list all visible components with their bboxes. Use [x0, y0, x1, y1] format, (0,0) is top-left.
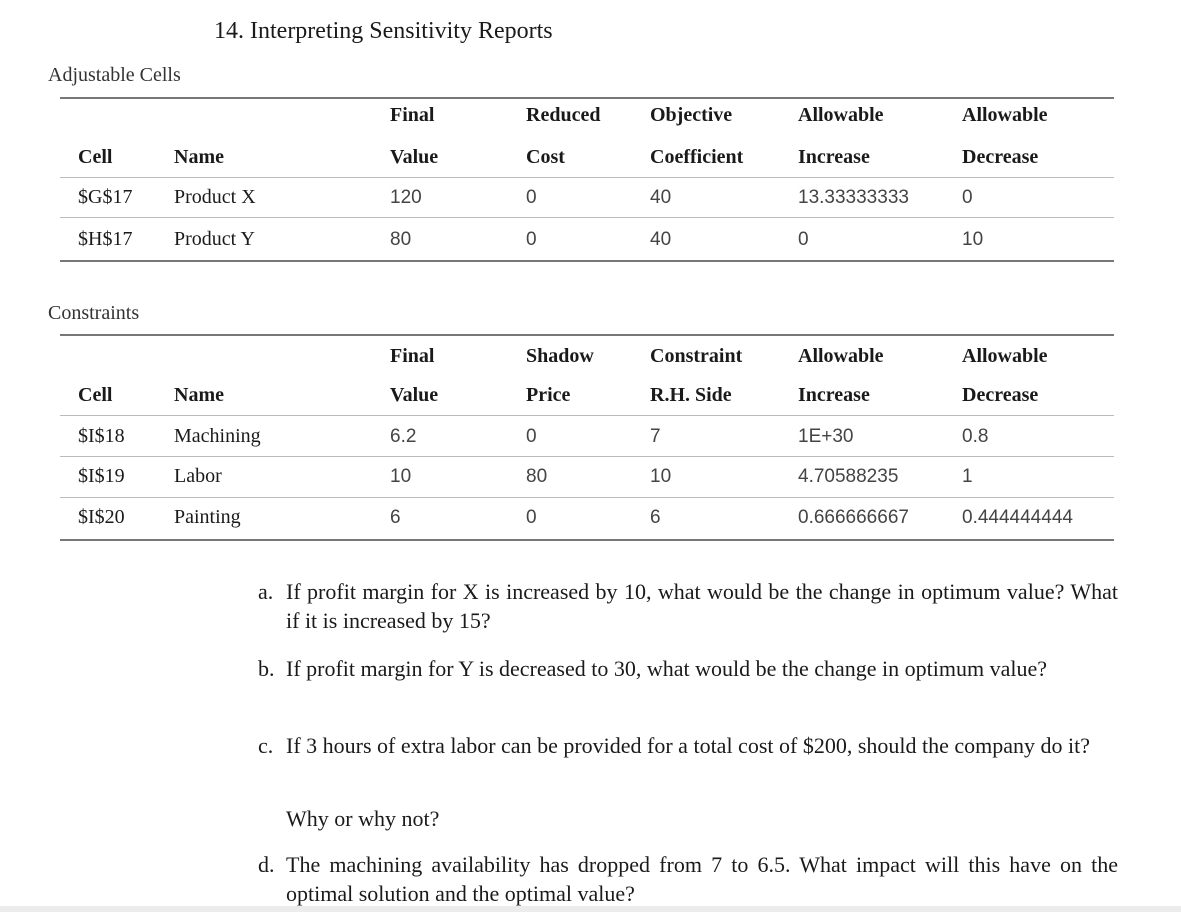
question-b-label: b. [258, 656, 275, 681]
adj-header-final: Final [390, 104, 435, 126]
adj-row2-objective-coef: 40 [650, 229, 672, 250]
con-row3-final-value: 6 [390, 507, 401, 528]
adj-row1-name: Product X [174, 186, 256, 208]
adj-row2-final-value: 80 [390, 229, 412, 250]
question-a-text: If profit margin for X is increased by 10, what would be the change in optimum value? What if it is increased by 15? [286, 579, 1118, 633]
question-c-text: If 3 hours of extra labor can be provided for a total cost of $200, should the company do it? [286, 733, 1090, 758]
constraints-top-rule [60, 334, 1114, 336]
adj-row1-reduced-cost: 0 [526, 187, 537, 208]
adj-header-objective: Objective [650, 104, 733, 126]
page-title: 14. Interpreting Sensitivity Reports [214, 18, 553, 44]
con-row2-cell: $I$19 [78, 465, 125, 487]
con-row2-shadow-price: 80 [526, 466, 548, 487]
adjustable-header-rule [60, 177, 1114, 178]
question-c-label: c. [258, 733, 274, 758]
question-d-text: The machining availability has dropped from 7 to 6.5. What impact will this have on the optimal solution and the optimal value? [286, 852, 1118, 906]
con-row2-allow-inc: 4.70588235 [798, 466, 899, 487]
con-header-final: Final [390, 345, 435, 367]
question-c-followup [258, 804, 1118, 833]
adjustable-bottom-rule [60, 260, 1114, 262]
bottom-edge-bar [0, 906, 1181, 912]
adj-row2-allow-dec: 10 [962, 229, 984, 250]
con-header-allowable-dec: Allowable [962, 345, 1048, 367]
adj-row2-reduced-cost: 0 [526, 229, 537, 250]
con-row1-allow-inc: 1E+30 [798, 426, 854, 447]
question-c-followup-text: Why or why not? [286, 806, 440, 831]
adj-header-value: Value [390, 146, 439, 168]
con-header-cell: Cell [78, 384, 113, 406]
adj-row1-allow-inc: 13.33333333 [798, 187, 909, 208]
constraints-bottom-rule [60, 539, 1114, 541]
con-header-constraint: Constraint [650, 345, 743, 367]
adj-header-allowable-dec: Allowable [962, 104, 1048, 126]
adj-header-cell: Cell [78, 146, 113, 168]
constraints-row-rule-2 [60, 497, 1114, 498]
constraints-label: Constraints [48, 302, 140, 324]
adj-row1-objective-coef: 40 [650, 187, 672, 208]
adj-row1-final-value: 120 [390, 187, 422, 208]
question-a-label: a. [258, 579, 274, 604]
con-row3-allow-dec: 0.444444444 [962, 507, 1073, 528]
constraints-row-rule-1 [60, 456, 1114, 457]
con-row2-allow-dec: 1 [962, 466, 973, 487]
question-b-text: If profit margin for Y is decreased to 30, what would be the change in optimum value? [286, 656, 1048, 681]
con-row2-name: Labor [174, 465, 222, 487]
con-row3-cell: $I$20 [78, 506, 125, 528]
con-header-name: Name [174, 384, 224, 406]
con-row3-name: Painting [174, 506, 241, 528]
con-row2-final-value: 10 [390, 466, 412, 487]
con-header-shadow: Shadow [526, 345, 594, 367]
con-row2-rh-side: 10 [650, 466, 672, 487]
adj-header-coefficient: Coefficient [650, 146, 744, 168]
question-c [258, 731, 1118, 760]
adj-header-cost: Cost [526, 146, 565, 168]
con-row1-name: Machining [174, 425, 261, 447]
con-row3-allow-inc: 0.666666667 [798, 507, 909, 528]
question-a [258, 577, 1118, 635]
adj-row1-cell: $G$17 [78, 186, 133, 208]
constraints-header-rule [60, 415, 1114, 416]
adj-header-allowable-inc: Allowable [798, 104, 884, 126]
adj-row1-allow-dec: 0 [962, 187, 973, 208]
con-row1-cell: $I$18 [78, 425, 125, 447]
con-header-value: Value [390, 384, 439, 406]
question-d [258, 850, 1118, 908]
con-row3-rh-side: 6 [650, 507, 661, 528]
con-row3-shadow-price: 0 [526, 507, 537, 528]
adj-row2-name: Product Y [174, 228, 255, 250]
adj-header-reduced: Reduced [526, 104, 601, 126]
con-row1-rh-side: 7 [650, 426, 661, 447]
con-row1-final-value: 6.2 [390, 426, 417, 447]
adjustable-top-rule [60, 97, 1114, 99]
con-header-increase: Increase [798, 384, 870, 406]
adj-row2-cell: $H$17 [78, 228, 133, 250]
question-b [258, 654, 1118, 683]
con-header-allowable-inc: Allowable [798, 345, 884, 367]
question-d-label: d. [258, 852, 275, 877]
con-row1-shadow-price: 0 [526, 426, 537, 447]
con-row1-allow-dec: 0.8 [962, 426, 989, 447]
adjustable-row-rule [60, 217, 1114, 218]
adj-row2-allow-inc: 0 [798, 229, 809, 250]
con-header-decrease: Decrease [962, 384, 1039, 406]
adj-header-name: Name [174, 146, 224, 168]
con-header-rh-side: R.H. Side [650, 384, 732, 406]
adj-header-decrease: Decrease [962, 146, 1039, 168]
con-header-price: Price [526, 384, 571, 406]
adj-header-increase: Increase [798, 146, 870, 168]
adjustable-cells-label: Adjustable Cells [48, 64, 181, 86]
